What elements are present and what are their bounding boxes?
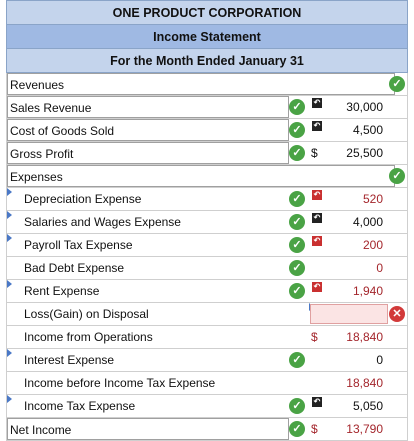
income-operations-amount[interactable]: 18,840 — [346, 330, 383, 344]
expenses-heading[interactable]: Expenses — [7, 165, 395, 187]
check-icon: ✓ — [289, 260, 305, 276]
row-income-tax — [6, 395, 408, 418]
row-loss-gain — [6, 303, 408, 326]
sales-revenue-label[interactable]: Sales Revenue — [7, 96, 289, 118]
check-icon: ✓ — [389, 76, 405, 92]
check-icon: ✓ — [289, 237, 305, 253]
flag-icon[interactable]: ↶ — [313, 121, 321, 130]
bad-debt-amount[interactable]: 0 — [376, 261, 383, 275]
income-before-tax-label[interactable]: Income before Income Tax Expense — [24, 376, 216, 390]
check-icon: ✓ — [289, 145, 305, 161]
check-icon: ✓ — [289, 398, 305, 414]
net-income-label[interactable]: Net Income — [7, 418, 289, 440]
row-payroll-tax — [6, 234, 408, 257]
interest-label[interactable]: Interest Expense — [24, 353, 115, 367]
check-icon: ✓ — [289, 191, 305, 207]
flag-icon[interactable]: ↶ — [313, 98, 321, 107]
flag-icon[interactable]: ↶ — [313, 236, 321, 245]
depreciation-amount[interactable]: 520 — [362, 192, 383, 206]
sales-revenue-amount[interactable]: 30,000 — [346, 100, 383, 114]
flag-icon[interactable]: ↶ — [313, 282, 321, 291]
salaries-amount[interactable]: 4,000 — [352, 215, 383, 229]
gross-profit-label[interactable]: Gross Profit — [7, 142, 289, 164]
row-income-before-tax — [6, 372, 408, 395]
row-net-income — [6, 418, 408, 441]
check-icon: ✓ — [289, 122, 305, 138]
check-icon: ✓ — [389, 168, 405, 184]
bad-debt-label[interactable]: Bad Debt Expense — [24, 261, 125, 275]
currency-symbol: $ — [311, 146, 318, 160]
row-sales-revenue — [6, 96, 408, 119]
row-expenses — [6, 165, 408, 188]
row-revenues — [6, 73, 408, 96]
row-depreciation — [6, 188, 408, 211]
currency-symbol: $ — [311, 422, 318, 436]
rent-label[interactable]: Rent Expense — [24, 284, 100, 298]
payroll-tax-label[interactable]: Payroll Tax Expense — [24, 238, 133, 252]
statement-title: Income Statement — [6, 24, 408, 48]
interest-amount[interactable]: 0 — [376, 353, 383, 367]
row-rent — [6, 280, 408, 303]
statement-period: For the Month Ended January 31 — [6, 48, 408, 73]
check-icon: ✓ — [289, 214, 305, 230]
income-tax-label[interactable]: Income Tax Expense — [24, 399, 136, 413]
salaries-label[interactable]: Salaries and Wages Expense — [24, 215, 181, 229]
gross-profit-amount[interactable]: 25,500 — [346, 146, 383, 160]
loss-gain-input[interactable] — [310, 304, 388, 324]
flag-icon[interactable]: ↶ — [313, 397, 321, 406]
check-icon: ✓ — [289, 421, 305, 437]
cogs-label[interactable]: Cost of Goods Sold — [7, 119, 289, 141]
row-gross-profit — [6, 142, 408, 165]
row-salaries — [6, 211, 408, 234]
payroll-tax-amount[interactable]: 200 — [362, 238, 383, 252]
check-icon: ✓ — [289, 99, 305, 115]
currency-symbol: $ — [311, 330, 318, 344]
flag-icon[interactable]: ↶ — [313, 190, 321, 199]
cogs-amount[interactable]: 4,500 — [352, 123, 383, 137]
income-tax-amount[interactable]: 5,050 — [352, 399, 383, 413]
check-icon: ✓ — [289, 352, 305, 368]
x-icon: ✕ — [389, 306, 405, 322]
income-before-tax-amount[interactable]: 18,840 — [346, 376, 383, 390]
flag-icon[interactable]: ↶ — [313, 213, 321, 222]
net-income-amount[interactable]: 13,790 — [346, 422, 383, 436]
depreciation-label[interactable]: Depreciation Expense — [24, 192, 142, 206]
row-bad-debt — [6, 257, 408, 280]
income-statement — [6, 0, 408, 441]
check-icon: ✓ — [289, 283, 305, 299]
income-operations-label[interactable]: Income from Operations — [24, 330, 153, 344]
revenues-heading[interactable]: Revenues — [7, 73, 395, 95]
row-interest — [6, 349, 408, 372]
company-name: ONE PRODUCT CORPORATION — [6, 0, 408, 24]
row-cogs — [6, 119, 408, 142]
loss-gain-label[interactable]: Loss(Gain) on Disposal — [24, 307, 149, 321]
row-income-operations — [6, 326, 408, 349]
rent-amount[interactable]: 1,940 — [352, 284, 383, 298]
